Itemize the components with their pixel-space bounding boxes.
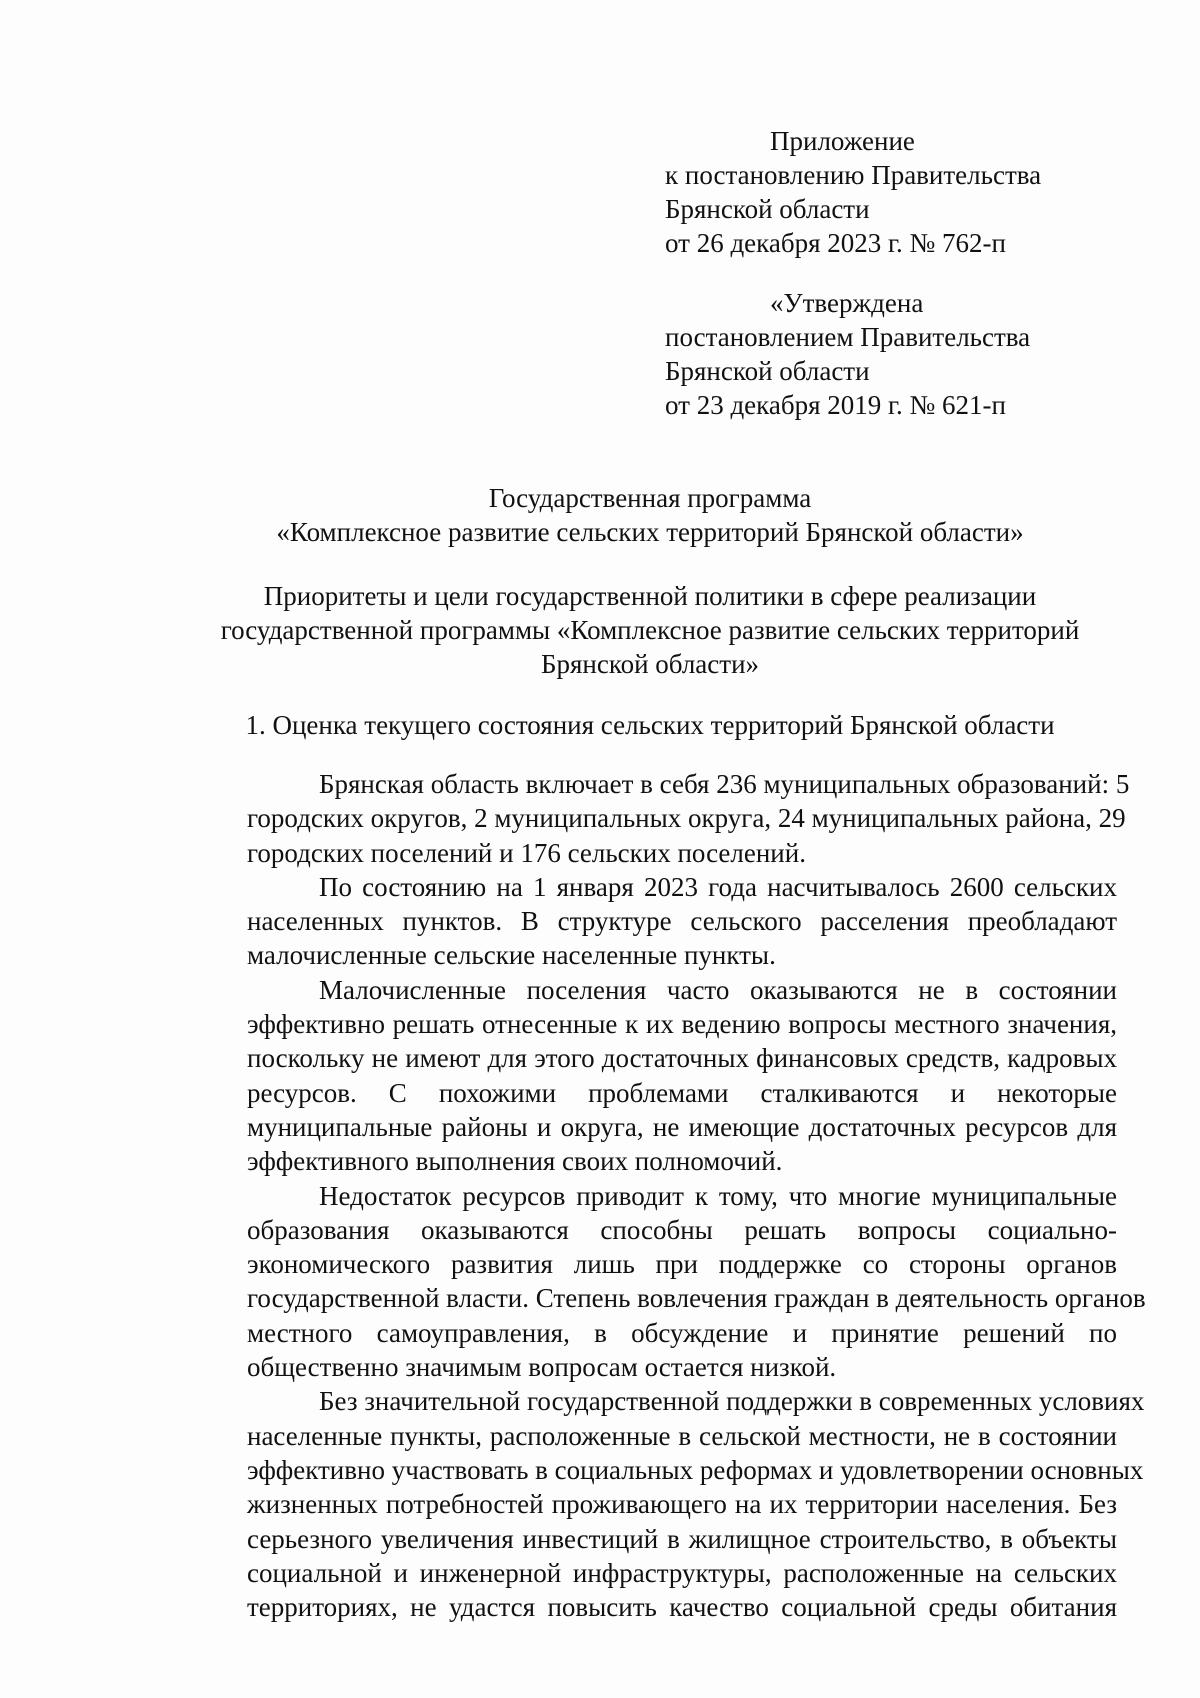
appendix-line: от 26 декабря 2023 г. № 762-п	[665, 228, 1006, 258]
section-heading: 1. Оценка текущего состояния сельских территорий Брянской области	[245, 710, 1055, 740]
approval-line: от 23 декабря 2019 г. № 621-п	[665, 390, 1006, 420]
text-line: малочисленные сельские населенные пункты.	[247, 940, 776, 971]
text-line: Брянская область включает в себя 236 муниципальных образований: 5	[319, 769, 1130, 799]
text-line: ресурсов. С похожими проблемами сталкиваются и некоторые	[247, 1077, 1117, 1108]
body-text	[175, 767, 1146, 1624]
appendix-line: Приложение	[770, 126, 915, 156]
approval-header	[665, 286, 1135, 422]
approval-line: «Утверждена	[770, 288, 924, 318]
text-line: городских округов, 2 муниципальных округа, 24 муниципальных района, 29	[247, 803, 1126, 834]
text-line: эффективно решать отнесенные к их ведению вопросы местного значения,	[247, 1009, 1117, 1040]
text-line: государственной власти. Степень вовлечения граждан в деятельность органов	[247, 1283, 1146, 1314]
priorities-title-line: Приоритеты и цели государственной политики в сфере реализации	[263, 581, 1037, 611]
text-line: поскольку не имеют для этого достаточных финансовых средств, кадровых	[247, 1043, 1117, 1074]
priorities-title-line: Брянской области»	[540, 649, 760, 679]
appendix-line: Брянской области	[665, 194, 870, 224]
text-line: серьезного увеличения инвестиций в жилищное строительство, в объекты	[247, 1523, 1117, 1554]
appendix-header	[665, 124, 1135, 260]
program-title-line: Государственная программа	[488, 483, 812, 513]
text-line: образования оказываются способны решать вопросы социально-	[247, 1214, 1117, 1245]
appendix-line: к постановлению Правительства	[665, 160, 1042, 190]
approval-line: постановлением Правительства	[665, 322, 1031, 352]
paragraph	[175, 1384, 1145, 1624]
text-line: населенные пункты, расположенные в сельской местности, не в состоянии	[247, 1420, 1117, 1451]
text-line: Без значительной государственной поддержки в современных условиях	[319, 1386, 1145, 1417]
text-line: эффективно участвовать в социальных реформах и удовлетворении основных	[247, 1454, 1144, 1485]
text-line: местного самоуправления, в обсуждение и принятие решений по	[247, 1317, 1117, 1348]
priorities-title	[170, 579, 1130, 681]
text-line: социальной и инженерной инфраструктуры, расположенные на сельских	[247, 1557, 1117, 1588]
text-line: По состоянию на 1 января 2023 года насчитывалось 2600 сельских	[319, 871, 1117, 902]
text-line: населенных пунктов. В структуре сельского расселения преобладают	[247, 906, 1117, 937]
priorities-title-line: государственной программы «Комплексное развитие сельских территорий	[220, 615, 1080, 645]
text-line: жизненных потребностей проживающего на их территории населения. Без	[247, 1489, 1117, 1520]
paragraph	[175, 973, 1117, 1179]
text-line: Недостаток ресурсов приводит к тому, что многие муниципальные	[319, 1180, 1117, 1211]
text-line: эффективного выполнения своих полномочий.	[247, 1146, 783, 1177]
text-line: общественно значимым вопросам остается низкой.	[247, 1352, 837, 1383]
text-line: городских поселений и 176 сельских поселений.	[247, 837, 806, 868]
approval-line: Брянской области	[665, 356, 870, 386]
text-line: территориях, не удастся повысить качество социальной среды обитания	[247, 1592, 1117, 1623]
paragraph	[175, 1179, 1146, 1385]
text-line: Малочисленные поселения часто оказываются не в состоянии	[319, 974, 1117, 1005]
paragraph	[175, 870, 1117, 973]
paragraph	[175, 767, 1130, 870]
program-title-line: «Комплексное развитие сельских территорий Брянской области»	[276, 517, 1024, 547]
program-title	[170, 481, 1130, 549]
text-line: экономического развития лишь при поддержке со стороны органов	[247, 1249, 1117, 1280]
text-line: муниципальные районы и округа, не имеющие достаточных ресурсов для	[247, 1111, 1117, 1142]
